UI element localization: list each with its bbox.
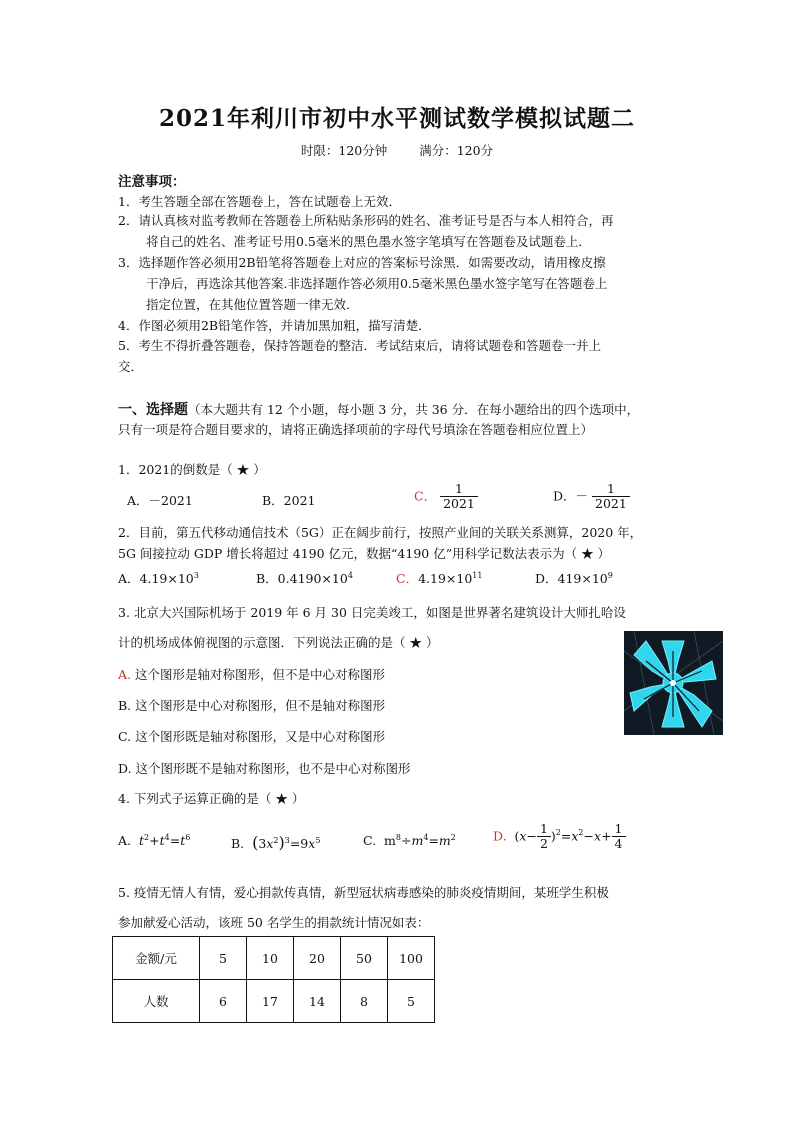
q4-option-d: D. (x− $\frac{1}{2}$ )$^2=x^2-x+$ $\frac{1}{4}$ xyxy=(493,822,626,852)
section-heading-line xyxy=(118,399,639,419)
table-row xyxy=(113,937,435,980)
note-line: 5．考生不得折叠答题卷，保持答题卷的整洁．考试结束后，请将试题卷和答题卷一并上 xyxy=(118,338,601,353)
donation-table xyxy=(112,936,435,1023)
table-cell: 5 xyxy=(200,937,247,980)
q2-option-c: C．$4.19\times 10^{11}$ xyxy=(396,570,483,586)
q1-option-d: D．－ $\frac{1}{2021}$ xyxy=(553,482,630,512)
table-cell: 人数 xyxy=(113,980,200,1023)
q1-option-c: C． $\frac{1}{2021}$ xyxy=(414,482,478,512)
q5-line: 参加献爱心活动，该班 50 名学生的捐款统计情况如表： xyxy=(118,915,430,930)
note-line: 3．选择题作答必须用2B铅笔将答题卷上对应的答案标号涂黑．如需要改动，请用橡皮擦 xyxy=(118,255,606,270)
q2-option-d: D．$419\times 10^9$ xyxy=(535,570,613,586)
notes-heading: 注意事项： xyxy=(118,174,186,190)
q1-option-a: A．－2021 xyxy=(127,493,193,508)
time-limit: 时限：120分钟 xyxy=(300,143,388,158)
page-title: 2021年利川市初中水平测试数学模拟试题二 xyxy=(158,105,635,132)
q4-stem: 4. 下列式子运算正确的是（ ★ ） xyxy=(118,791,305,806)
q1-option-b: B．2021 xyxy=(262,493,316,508)
q2-option-b: B．$0.4190\times 10^4$ xyxy=(256,570,353,586)
q3-option-a: A. 这个图形是轴对称图形，但不是中心对称图形 xyxy=(118,667,385,682)
q3-option-c: C. 这个图形既是轴对称图形，又是中心对称图形 xyxy=(118,729,386,744)
q2-line: 5G 间接拉动 GDP 增长将超过 4190 亿元，数据“4190 亿”用科学记数法表示为（ ★ ） xyxy=(118,546,611,561)
q2-option-a: A．$4.19\times 10^3$ xyxy=(118,570,199,586)
airport-top-view-image xyxy=(624,631,723,735)
table-cell: 6 xyxy=(200,980,247,1023)
exam-info xyxy=(0,141,794,159)
note-line: 1．考生答题全部在答题卷上，答在试题卷上无效． xyxy=(118,194,401,209)
note-line: 指定位置，在其他位置答题一律无效． xyxy=(146,297,359,312)
q4-option-b: B. $(3x^2)^3=9x^5$ xyxy=(231,833,321,852)
q3-option-d: D. 这个图形既不是轴对称图形，也不是中心对称图形 xyxy=(118,761,411,776)
table-row xyxy=(113,980,435,1023)
table-cell: 100 xyxy=(388,937,435,980)
table-cell: 14 xyxy=(294,980,341,1023)
table-cell: 10 xyxy=(247,937,294,980)
fraction: $\frac{1}{2021}$ xyxy=(592,482,630,512)
table-cell: 50 xyxy=(341,937,388,980)
table-cell: 8 xyxy=(341,980,388,1023)
q4-option-a: A. $t^2+t^4=t^6$ xyxy=(118,833,191,849)
note-line: 2．请认真核对监考教师在答题卷上所粘贴条形码的姓名、准考证号是否与本人相符合，再 xyxy=(118,213,614,228)
note-line: 将自己的姓名、准考证号用0.5毫米的黑色墨水签字笔填写在答题卷及试题卷上． xyxy=(146,234,591,249)
q4-option-c: C. $m^8\div m^4=m^2$ xyxy=(363,833,456,849)
note-line: 交． xyxy=(118,359,144,374)
q3-line: 计的机场成体俯视图的示意图．下列说法正确的是（ ★ ） xyxy=(118,635,439,650)
q2-line: 2．目前，第五代移动通信技术（5G）正在阔步前行，按照产业间的关联关系测算，2020 年， xyxy=(118,525,643,540)
full-score: 满分：120分 xyxy=(419,143,494,158)
q1-stem: 1．2021的倒数是（ ★ ） xyxy=(118,462,266,477)
q5-line: 5. 疫情无情人有情，爱心捐款传真情，新型冠状病毒感染的肺炎疫情期间，某班学生积极 xyxy=(118,885,609,900)
fraction: $\frac{1}{2021}$ xyxy=(440,482,478,512)
table-cell: 20 xyxy=(294,937,341,980)
note-line: 干净后，再选涂其他答案.非选择题作答必须用0.5毫米黑色墨水签字笔写在答题卷上 xyxy=(146,276,608,291)
table-cell: 5 xyxy=(388,980,435,1023)
q3-line: 3. 北京大兴国际机场于 2019 年 6 月 30 日完美竣工，如图是世界著名建筑设计大师扎哈设 xyxy=(118,605,626,620)
table-cell: 金额/元 xyxy=(113,937,200,980)
q3-option-b: B. 这个图形是中心对称图形，但不是轴对称图形 xyxy=(118,698,386,713)
table-cell: 17 xyxy=(247,980,294,1023)
section-desc: （本大题共有 12 个小题，每小题 3 分，共 36 分．在每小题给出的四个选项中， xyxy=(188,402,640,417)
note-line: 4．作图必须用2B铅笔作答，并请加黑加粗，描写清楚． xyxy=(118,318,431,333)
section-heading: 一、选择题 xyxy=(118,402,188,418)
section-desc-line: 只有一项是符合题目要求的，请将正确选择项前的字母代号填涂在答题卷相应位置上） xyxy=(118,422,594,437)
